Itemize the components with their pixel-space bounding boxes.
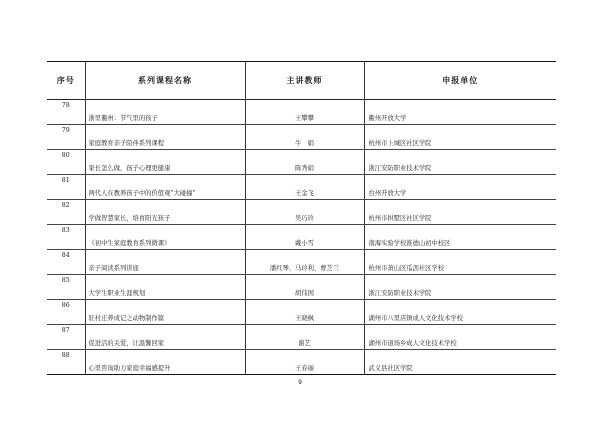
row-teacher: 王攀攀 [245, 100, 364, 125]
row-unit: 湖州市八里店镇成人文化技术学校 [364, 300, 556, 325]
table-row [47, 100, 556, 125]
row-unit: 杭州市上城区社区学院 [364, 125, 556, 150]
page-number: 9 [298, 379, 302, 386]
table-row [47, 325, 556, 350]
row-index: 85 [47, 275, 85, 300]
row-unit: 衢州开放大学 [364, 100, 556, 125]
row-index: 80 [47, 150, 85, 175]
row-teacher: 王晓枫 [245, 300, 364, 325]
row-unit: 南海实验学校淮德山初中校区 [364, 225, 556, 250]
row-course-name: 《初中生家庭教育系列微课》 [85, 225, 245, 250]
row-index: 79 [47, 125, 85, 150]
header-teacher: 主讲教师 [245, 62, 364, 100]
row-course-name: 学做智慧家长，培育阳光孩子 [85, 200, 245, 225]
header-course-name: 系列课程名称 [85, 62, 245, 100]
table-row [47, 275, 556, 300]
row-course-name: 大学生职业生涯规划 [85, 275, 245, 300]
header-index: 序号 [47, 62, 85, 100]
row-unit: 台州开放大学 [364, 175, 556, 200]
row-unit: 浙江安防职业技术学院 [364, 275, 556, 300]
table-row [47, 175, 556, 200]
table-row [47, 150, 556, 175]
row-course-name: 两代人在教养孩子中的价值观“大碰撞” [85, 175, 245, 200]
row-teacher: 胡伟国 [245, 275, 364, 300]
row-index: 87 [47, 325, 85, 350]
row-teacher: 谢艺 [245, 325, 364, 350]
row-course-name: 家长怎么做，孩子心理更健康 [85, 150, 245, 175]
row-teacher: 王金飞 [245, 175, 364, 200]
table-row [47, 350, 556, 375]
row-course-name: 心里咨询助力家庭幸福感提升 [85, 350, 245, 375]
row-unit: 浙江安防职业技术学院 [364, 150, 556, 175]
table-row [47, 250, 556, 275]
row-unit: 武义县社区学院 [364, 350, 556, 375]
table-row [47, 225, 556, 250]
table-row [47, 125, 556, 150]
row-course-name: 亲子阅读系列讲座 [85, 250, 245, 275]
row-index: 84 [47, 250, 85, 275]
row-index: 82 [47, 200, 85, 225]
row-teacher: 吴巧玲 [245, 200, 364, 225]
row-unit: 湖州市道场乡成人文化技术学校 [364, 325, 556, 350]
row-index: 83 [47, 225, 85, 250]
row-unit: 杭州市萧山区瓜沥社区学校 [364, 250, 556, 275]
row-index: 81 [47, 175, 85, 200]
row-unit: 杭州市拱墅区社区学院 [364, 200, 556, 225]
course-table [47, 61, 556, 375]
row-course-name: 浙里衢州：节气里的孩子 [85, 100, 245, 125]
row-index: 78 [47, 100, 85, 125]
header-unit: 申报单位 [364, 62, 556, 100]
row-course-name: 促进活的关爱，让温馨回家 [85, 325, 245, 350]
row-index: 86 [47, 300, 85, 325]
row-course-name: 驻村庄养成记之动物制作篇 [85, 300, 245, 325]
table-row [47, 200, 556, 225]
row-teacher: 戴小雪 [245, 225, 364, 250]
row-teacher: 牛 娟 [245, 125, 364, 150]
row-teacher: 潘红琴、马玲利、曹芝兰 [245, 250, 364, 275]
row-teacher: 王春丽 [245, 350, 364, 375]
table-row [47, 300, 556, 325]
row-teacher: 陈秀娟 [245, 150, 364, 175]
row-index: 88 [61, 352, 70, 359]
table-header-row [47, 62, 556, 100]
row-course-name: 家庭教育亲子陪伴系列课程 [85, 125, 245, 150]
